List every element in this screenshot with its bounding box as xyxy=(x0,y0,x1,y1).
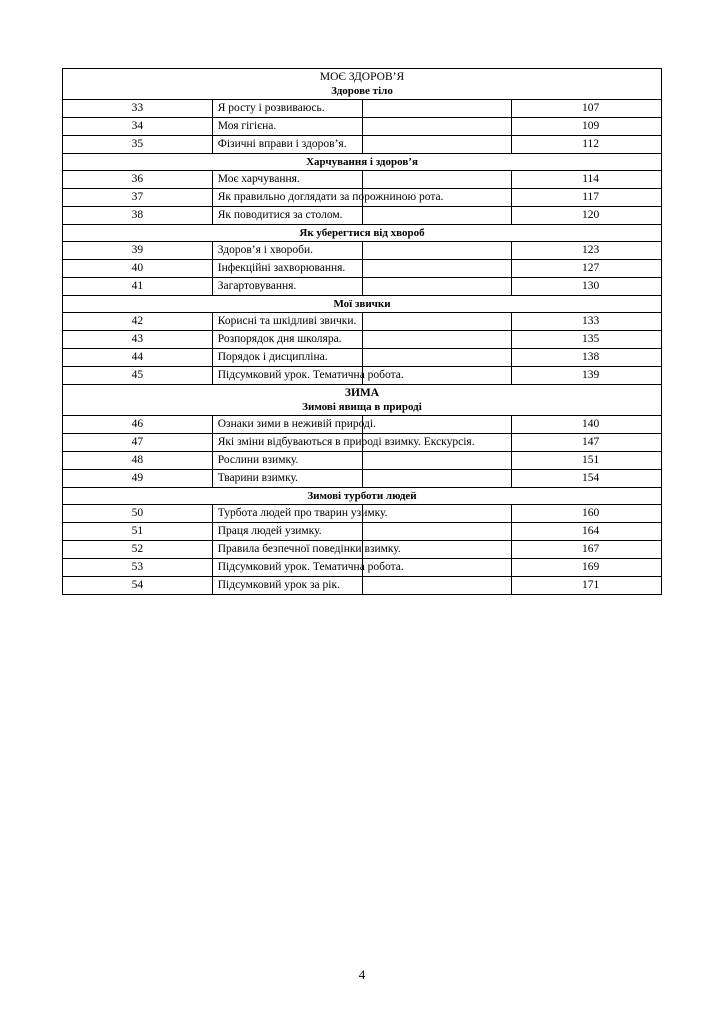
empty-cell xyxy=(362,470,512,488)
lesson-number: 50 xyxy=(63,505,213,523)
lesson-page: 140 xyxy=(512,416,662,434)
lesson-page: 167 xyxy=(512,541,662,559)
lesson-number: 42 xyxy=(63,313,213,331)
lesson-title: Правила безпечної поведінки взимку. xyxy=(212,541,362,559)
lesson-row xyxy=(63,100,662,118)
toc-table xyxy=(62,68,662,595)
lesson-number: 35 xyxy=(63,136,213,154)
lesson-row xyxy=(63,523,662,541)
section-subtitle: Мої звички xyxy=(333,298,391,310)
lesson-number: 52 xyxy=(63,541,213,559)
empty-cell xyxy=(362,136,512,154)
section-heading xyxy=(63,154,662,171)
lesson-page: 154 xyxy=(512,470,662,488)
lesson-page: 169 xyxy=(512,559,662,577)
lesson-number: 38 xyxy=(63,207,213,225)
lesson-row xyxy=(63,136,662,154)
lesson-title: Як правильно доглядати за порожниною рота. xyxy=(212,189,362,207)
lesson-number: 41 xyxy=(63,278,213,296)
lesson-row xyxy=(63,331,662,349)
lesson-page: 139 xyxy=(512,367,662,385)
lesson-page: 151 xyxy=(512,452,662,470)
lesson-title: Розпорядок дня школяра. xyxy=(212,331,362,349)
lesson-page: 147 xyxy=(512,434,662,452)
empty-cell xyxy=(362,278,512,296)
lesson-number: 48 xyxy=(63,452,213,470)
lesson-row xyxy=(63,505,662,523)
lesson-row xyxy=(63,349,662,367)
lesson-number: 54 xyxy=(63,577,213,595)
section-heading xyxy=(63,385,662,416)
lesson-row xyxy=(63,470,662,488)
lesson-title: Підсумковий урок. Тематична робота. xyxy=(212,559,362,577)
lesson-page: 123 xyxy=(512,242,662,260)
lesson-title: Здоров’я і хвороби. xyxy=(212,242,362,260)
lesson-row xyxy=(63,171,662,189)
lesson-page: 109 xyxy=(512,118,662,136)
section-heading-row xyxy=(63,69,662,100)
lesson-page: 120 xyxy=(512,207,662,225)
lesson-title: Порядок і дисципліна. xyxy=(212,349,362,367)
lesson-title: Тварини взимку. xyxy=(212,470,362,488)
section-heading xyxy=(63,488,662,505)
section-subtitle: Харчування і здоров’я xyxy=(306,156,418,168)
lesson-title: Загартовування. xyxy=(212,278,362,296)
lesson-title: Підсумковий урок за рік. xyxy=(212,577,362,595)
lesson-row xyxy=(63,189,662,207)
empty-cell xyxy=(362,331,512,349)
section-subtitle: Зимові явища в природі xyxy=(302,401,422,413)
lesson-number: 43 xyxy=(63,331,213,349)
lesson-page: 112 xyxy=(512,136,662,154)
lesson-number: 39 xyxy=(63,242,213,260)
lesson-number: 49 xyxy=(63,470,213,488)
lesson-row xyxy=(63,242,662,260)
lesson-number: 47 xyxy=(63,434,213,452)
lesson-page: 133 xyxy=(512,313,662,331)
empty-cell xyxy=(362,242,512,260)
section-subtitle: Як уберегтися від хвороб xyxy=(299,227,425,239)
lesson-page: 171 xyxy=(512,577,662,595)
empty-cell xyxy=(362,452,512,470)
lesson-page: 135 xyxy=(512,331,662,349)
lesson-row xyxy=(63,278,662,296)
section-heading-row xyxy=(63,225,662,242)
empty-cell xyxy=(362,100,512,118)
section-title: МОЄ ЗДОРОВ’Я xyxy=(319,71,405,83)
lesson-page: 164 xyxy=(512,523,662,541)
section-title: ЗИМА xyxy=(344,387,380,399)
lesson-page: 114 xyxy=(512,171,662,189)
lesson-page: 127 xyxy=(512,260,662,278)
empty-cell xyxy=(362,207,512,225)
empty-cell xyxy=(362,171,512,189)
lesson-title: Праця людей узимку. xyxy=(212,523,362,541)
empty-cell xyxy=(362,118,512,136)
lesson-number: 37 xyxy=(63,189,213,207)
lesson-page: 138 xyxy=(512,349,662,367)
section-heading xyxy=(63,296,662,313)
lesson-row xyxy=(63,559,662,577)
section-heading xyxy=(63,225,662,242)
lesson-number: 44 xyxy=(63,349,213,367)
lesson-title: Підсумковий урок. Тематична робота. xyxy=(212,367,362,385)
lesson-row xyxy=(63,416,662,434)
lesson-title: Турбота людей про тварин узимку. xyxy=(212,505,362,523)
empty-cell xyxy=(362,577,512,595)
empty-cell xyxy=(362,260,512,278)
lesson-page: 160 xyxy=(512,505,662,523)
empty-cell xyxy=(362,349,512,367)
lesson-row xyxy=(63,434,662,452)
toc-body xyxy=(63,69,662,595)
lesson-row xyxy=(63,541,662,559)
lesson-title: Моє харчування. xyxy=(212,171,362,189)
lesson-row xyxy=(63,260,662,278)
lesson-row xyxy=(63,577,662,595)
lesson-title: Корисні та шкідливі звички. xyxy=(212,313,362,331)
lesson-number: 40 xyxy=(63,260,213,278)
empty-cell xyxy=(362,523,512,541)
lesson-title: Я росту і розвиваюсь. xyxy=(212,100,362,118)
lesson-title: Інфекційні захворювання. xyxy=(212,260,362,278)
lesson-title: Які зміни відбуваються в природі взимку. Екскурсія. xyxy=(212,434,362,452)
lesson-page: 130 xyxy=(512,278,662,296)
section-heading xyxy=(63,69,662,100)
lesson-row xyxy=(63,207,662,225)
lesson-number: 46 xyxy=(63,416,213,434)
empty-cell xyxy=(362,313,512,331)
section-heading-row xyxy=(63,296,662,313)
lesson-number: 36 xyxy=(63,171,213,189)
section-heading-row xyxy=(63,154,662,171)
lesson-title: Фізичні вправи і здоров’я. xyxy=(212,136,362,154)
lesson-page: 117 xyxy=(512,189,662,207)
lesson-number: 33 xyxy=(63,100,213,118)
section-heading-row xyxy=(63,385,662,416)
lesson-number: 34 xyxy=(63,118,213,136)
page-number: 4 xyxy=(358,967,366,982)
section-subtitle: Здорове тіло xyxy=(331,85,393,97)
lesson-number: 53 xyxy=(63,559,213,577)
lesson-number: 45 xyxy=(63,367,213,385)
lesson-page: 107 xyxy=(512,100,662,118)
lesson-title: Моя гігієна. xyxy=(212,118,362,136)
lesson-title: Як поводитися за столом. xyxy=(212,207,362,225)
section-heading-row xyxy=(63,488,662,505)
empty-cell xyxy=(362,416,512,434)
lesson-row xyxy=(63,367,662,385)
lesson-title: Рослини взимку. xyxy=(212,452,362,470)
section-subtitle: Зимові турботи людей xyxy=(307,490,417,502)
lesson-title: Ознаки зими в неживій природі. xyxy=(212,416,362,434)
lesson-row xyxy=(63,452,662,470)
lesson-row xyxy=(63,118,662,136)
lesson-row xyxy=(63,313,662,331)
lesson-number: 51 xyxy=(63,523,213,541)
